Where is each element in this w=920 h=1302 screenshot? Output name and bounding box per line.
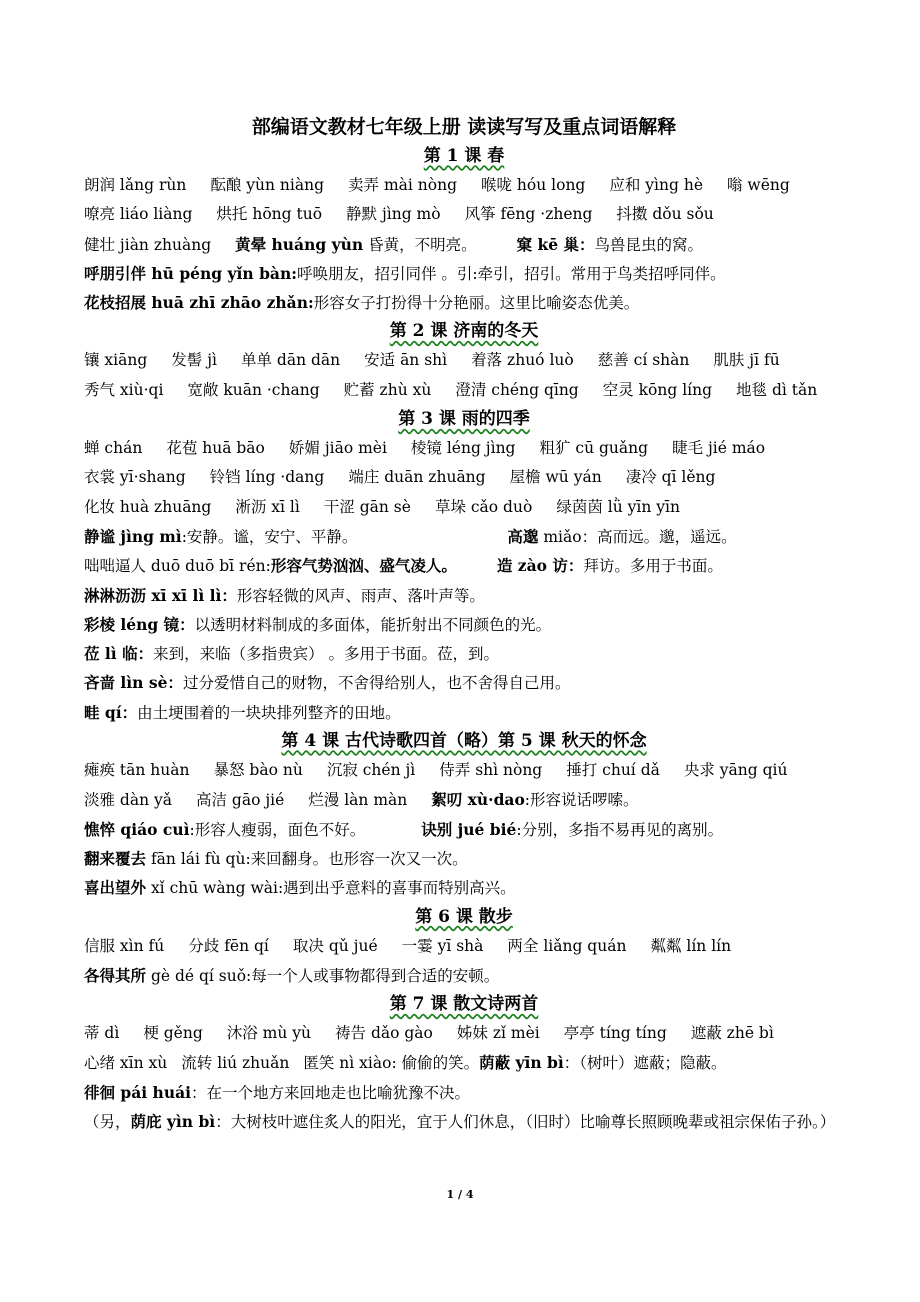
definition-term: 徘徊 pái huái xyxy=(84,1082,192,1102)
definition-line xyxy=(84,551,844,580)
page-title: 部编语文教材七年级上册 读读写写及重点词语解释 xyxy=(251,116,677,138)
vocab-item: 静默 jìng mò xyxy=(346,205,441,224)
definition-text: 拜访。多用于书面。 xyxy=(583,557,723,576)
definition-text: gè dé qí suǒ:每一个人或事物都得到合适的安顿。 xyxy=(146,966,500,985)
vocab-item: 分歧 fēn qí xyxy=(188,936,269,955)
definition-text: 以透明材料制成的多面体，能折射出不同颜色的光。 xyxy=(194,615,552,634)
vocab-item: 蒂 dì xyxy=(84,1024,120,1043)
vocab-item: 单单 dān dān xyxy=(240,351,341,370)
vocab-item: 粗犷 cū guǎng xyxy=(539,439,649,458)
vocab-item: 暴怒 bào nù xyxy=(213,761,303,780)
definition-line xyxy=(84,610,844,639)
lesson-1-heading: 第 1 课 春 xyxy=(423,146,505,166)
lesson-2-heading: 第 2 课 济南的冬天 xyxy=(389,321,539,342)
definition-line xyxy=(84,668,844,697)
vocab-item: 喉咙 hóu long xyxy=(481,176,586,194)
definition-text: 由土埂围着的一块块排列整齐的田地。 xyxy=(137,703,401,722)
vocab-item: 梗 gěng xyxy=(143,1024,203,1043)
vocab-item: 化妆 huà zhuāng xyxy=(84,497,212,516)
vocab-item: 侍弄 shì nòng xyxy=(439,761,543,780)
definition-term: 荫蔽 yīn bì xyxy=(479,1053,564,1073)
vocab-item: 娇媚 jiāo mèi xyxy=(288,439,387,458)
definition-text: 呼唤朋友，招引同伴 。引:牵引，招引。常用于鸟类招呼同伴。 xyxy=(296,264,726,283)
vocab-item: 遮蔽 zhē bì xyxy=(690,1024,774,1043)
vocab-item: 央求 yāng qiú xyxy=(683,761,788,780)
definition-term: 呼朋引伴 hū péng yǐn bàn: xyxy=(84,263,297,283)
vocab-item: 草垛 cǎo duò xyxy=(434,497,533,516)
vocab-item: 镶 xiāng xyxy=(84,351,148,370)
vocab-item: 亭亭 tíng tíng xyxy=(563,1024,667,1043)
lesson-6-heading: 第 6 课 散步 xyxy=(415,906,513,927)
vocab-item: 澄清 chéng qīng xyxy=(455,380,579,399)
definition-line xyxy=(84,961,844,990)
definition-term: 黄晕 huáng yùn xyxy=(235,234,364,254)
vocab-row xyxy=(84,171,844,200)
vocab-item: 取决 qǔ jué xyxy=(292,936,378,955)
definition xyxy=(235,236,476,254)
vocab-item: 衣裳 yī·shang xyxy=(84,468,186,487)
vocab-item: 高洁 gāo jié xyxy=(196,791,285,810)
vocab-item: 地毯 dì tǎn xyxy=(736,380,818,399)
vocab-item: 干涩 gān sè xyxy=(323,497,411,516)
vocab-item: 花苞 huā bāo xyxy=(166,439,265,458)
definition-text: xǐ chū wàng wài:遇到出乎意料的喜事而特别高兴。 xyxy=(146,879,516,898)
document-page xyxy=(84,112,844,1137)
definition-term: 吝啬 lìn sè： xyxy=(84,673,183,693)
vocab-item: 粼粼 lín lín xyxy=(650,936,732,955)
definition-line xyxy=(84,844,844,873)
definition-term: 各得其所 xyxy=(84,965,147,985)
vocab-item: 嘹亮 liáo liàng xyxy=(84,205,193,224)
definition-text: 过分爱惜自己的财物，不舍得给别人，也不舍得自己用。 xyxy=(182,674,571,693)
vocab-row xyxy=(84,346,844,375)
vocab-item: 两全 liǎng quán xyxy=(507,936,627,955)
definition-term: 高邈 xyxy=(507,526,539,546)
vocab-item: 发髻 jì xyxy=(171,351,217,370)
definition-term: 莅 lì 临： xyxy=(84,644,154,664)
vocab-row xyxy=(84,756,844,785)
definition-term: 喜出望外 xyxy=(84,878,147,898)
definition-line xyxy=(84,522,844,551)
vocab-item: 朗润 lǎng rùn xyxy=(84,176,187,194)
lesson-7-heading: 第 7 课 散文诗两首 xyxy=(389,994,539,1015)
vocab-item: 健壮 jiàn zhuàng xyxy=(84,235,212,254)
vocab-item: 慈善 cí shàn xyxy=(597,351,690,370)
vocab-item: 风筝 fēng ·zheng xyxy=(464,205,593,224)
vocab-item: 瘫痪 tān huàn xyxy=(84,761,190,780)
definition-text: fān lái fù qù:来回翻身。也形容一次又一次。 xyxy=(146,849,468,868)
vocab-item: 空灵 kōng líng xyxy=(602,380,713,399)
definition-term: 翻来覆去 xyxy=(84,848,147,868)
vocab-item: 贮蓄 zhù xù xyxy=(343,380,432,399)
vocab-item: 信服 xìn fú xyxy=(84,936,165,955)
definition-term: 彩棱 léng 镜： xyxy=(84,614,195,634)
vocab-item: 秀气 xiù·qi xyxy=(84,380,164,399)
vocab-item: 匿笑 nì xiào: 偷偷的笑。 xyxy=(303,1054,480,1073)
vocab-item: 应和 yìng hè xyxy=(609,176,703,194)
vocab-item: 蝉 chán xyxy=(84,439,143,458)
vocab-item: 淅沥 xī lì xyxy=(235,497,300,516)
vocab-row xyxy=(84,230,844,259)
definition-term: 花枝招展 huā zhī zhāo zhǎn: xyxy=(84,293,314,313)
definition-text: :安静。谧，安宁、平静。 xyxy=(181,527,358,546)
vocab-row xyxy=(84,1048,844,1077)
vocab-row xyxy=(84,434,844,463)
definition-text: :形容说话啰嗦。 xyxy=(524,791,639,810)
definition-text: 形容女子打扮得十分艳丽。这里比喻姿态优美。 xyxy=(313,294,640,313)
definition-text: 昏黄，不明亮。 xyxy=(363,235,477,254)
vocab-item: 端庄 duān zhuāng xyxy=(348,468,486,487)
vocab-item: 祷告 dǎo gào xyxy=(335,1024,433,1043)
definition-line xyxy=(84,1107,844,1137)
definition-term: 淋淋沥沥 xī xī lì lì： xyxy=(84,585,237,605)
definition-line xyxy=(84,698,844,727)
definition-text: miǎo：高而远。邈，遥远。 xyxy=(538,527,737,546)
definition-line xyxy=(84,288,844,317)
lesson-4-5-heading: 第 4 课 古代诗歌四首（略）第 5 课 秋天的怀念 xyxy=(281,731,647,752)
vocab-row xyxy=(84,1019,844,1048)
definition xyxy=(517,236,703,254)
definition-text: ：在一个地方来回地走也比喻犹豫不决。 xyxy=(191,1083,471,1102)
definition-term: 憔悴 qiáo cuì xyxy=(84,819,190,839)
vocab-item: 烘托 hōng tuō xyxy=(216,205,323,224)
vocab-item: 凄冷 qī lěng xyxy=(625,468,716,487)
definition-term: 静谧 jìng mì xyxy=(84,526,182,546)
definition-line xyxy=(84,1078,844,1107)
vocab-item: 沉寂 chén jì xyxy=(326,761,416,780)
vocab-item: 流转 liú zhuǎn xyxy=(181,1054,290,1073)
page-number: 1 / 4 xyxy=(446,1188,474,1201)
definition-text: ：大树枝叶遮住炙人的阳光，宜于人们休息，（旧时）比喻尊长照顾晚辈或祖宗保佑子孙。） xyxy=(215,1113,836,1132)
definition-line xyxy=(84,259,844,288)
vocab-item: 嗡 wēng xyxy=(727,176,790,194)
definition-line xyxy=(84,639,844,668)
vocab-item: 棱镜 léng jìng xyxy=(410,439,516,458)
vocab-item: 姊妹 zǐ mèi xyxy=(456,1024,540,1043)
definition-term: 荫庇 yìn bì xyxy=(130,1112,216,1132)
vocab-item: 肌肤 jī fū xyxy=(713,351,780,370)
definition-term: 咄咄逼人 duō duō bī rén: xyxy=(84,557,271,576)
vocab-item: 屋檐 wū yán xyxy=(509,468,602,487)
vocab-item: 沐浴 mù yù xyxy=(226,1024,312,1043)
vocab-item: 淡雅 dàn yǎ xyxy=(84,791,172,810)
vocab-item: 宽敞 kuān ·chang xyxy=(187,380,320,399)
vocab-item: 捶打 chuí dǎ xyxy=(566,761,660,780)
vocab-item: 安适 ān shì xyxy=(364,351,448,370)
definition-term: 诀别 jué bié xyxy=(421,819,517,839)
vocab-row xyxy=(84,376,844,405)
vocab-row xyxy=(84,785,844,814)
definition-line xyxy=(84,873,844,902)
definition-line xyxy=(84,581,844,610)
definition-term: 畦 qí： xyxy=(84,702,138,722)
definition-line xyxy=(84,815,844,844)
vocab-item: 酝酿 yùn niàng xyxy=(210,176,325,194)
definition-term: 窠 kē 巢： xyxy=(516,234,595,254)
vocab-item: 着落 zhuó luò xyxy=(471,351,574,370)
vocab-item: 心绪 xīn xù xyxy=(84,1054,168,1073)
vocab-row xyxy=(84,463,844,492)
vocab-item: 抖擞 dǒu sǒu xyxy=(616,205,714,224)
definition-text: :分别，多指不易再见的离别。 xyxy=(516,820,724,839)
vocab-item: 睫毛 jié máo xyxy=(672,439,766,458)
vocab-item: 卖弄 mài nòng xyxy=(348,176,457,194)
vocab-item: 铃铛 líng ·dang xyxy=(209,468,325,487)
vocab-row xyxy=(84,932,844,961)
vocab-row xyxy=(84,493,844,522)
definition-text: 形容气势汹汹、盛气凌人。 xyxy=(270,556,457,576)
lesson-3-heading: 第 3 课 雨的四季 xyxy=(398,409,530,430)
definition-term: 絮叨 xù·dao xyxy=(431,790,525,810)
vocab-item: 绿茵茵 lǜ yīn yīn xyxy=(556,497,680,516)
definition-text: 鸟兽昆虫的窝。 xyxy=(594,235,704,254)
vocab-item: 一霎 yī shà xyxy=(401,936,484,955)
definition-term: 造 zào 访： xyxy=(496,556,584,576)
definition-text: 来到，来临（多指贵宾） 。多用于书面。莅，到。 xyxy=(153,645,500,664)
definition-text: ：（树叶）遮蔽；隐蔽。 xyxy=(563,1054,727,1073)
definition-prefix: （另， xyxy=(84,1113,131,1132)
vocab-item: 烂漫 làn màn xyxy=(308,791,408,810)
definition-text: :形容人瘦弱，面色不好。 xyxy=(189,820,366,839)
definition-text: 形容轻微的风声、雨声、落叶声等。 xyxy=(236,586,485,605)
vocab-row xyxy=(84,200,844,229)
